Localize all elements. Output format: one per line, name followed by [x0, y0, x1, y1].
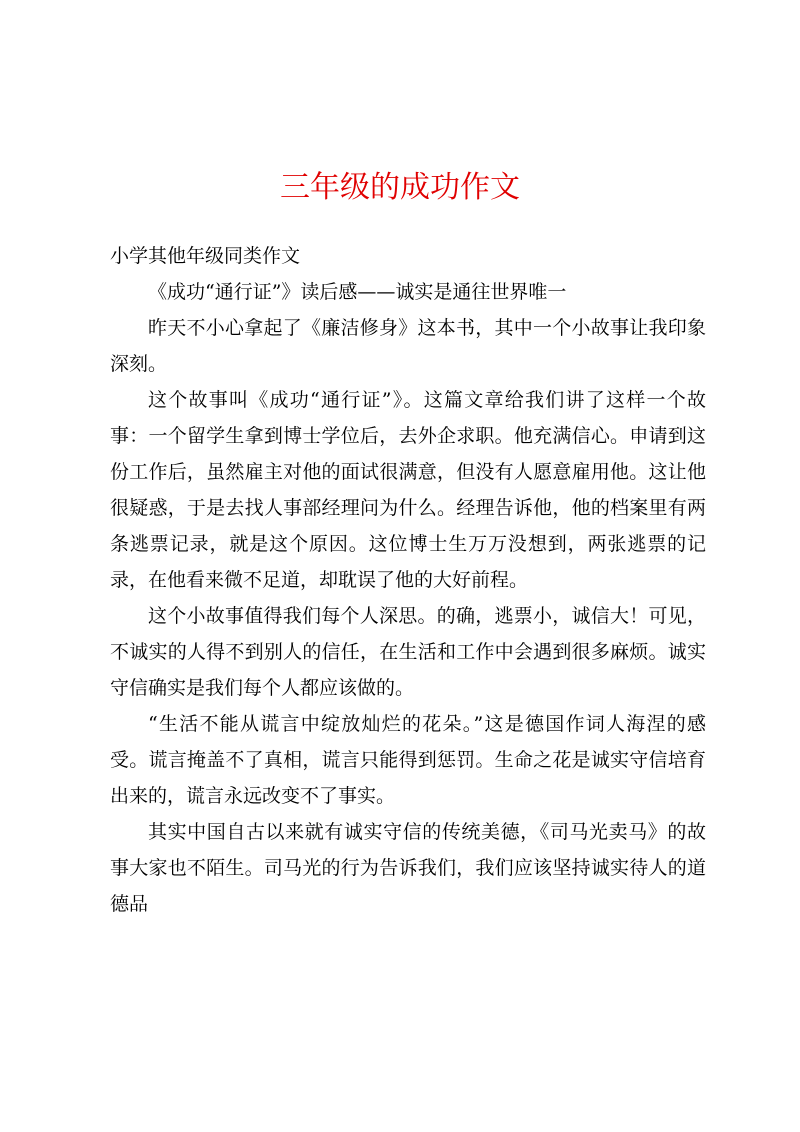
subtitle-line: 《成功“通行证”》读后感——诚实是通往世界唯一: [148, 281, 567, 303]
paragraph-5: 其实中国自古以来就有诚实守信的传统美德，《司马光卖马》的故事大家也不陌生。司马光的行为告诉我们，我们应该坚持诚实待人的道德品: [110, 821, 706, 915]
paragraph-2: 这个故事叫《成功“通行证”》。这篇文章给我们讲了这样一个故事：一个留学生拿到博士学位后，去外企求职。他充满信心。申请到这份工作后，虽然雇主对他的面试很满意，但没有人愿意雇用他。这让他很疑惑，于是去找人事部经理问为什么。经理告诉他，他的档案里有两条逃票记录，就是这个原因。这位博士生万万没想到，两张逃票的记录，在他看来微不足道，却耽误了他的大好前程。: [110, 389, 706, 591]
document-body: [110, 238, 706, 922]
page-title: 三年级的成功作文: [280, 170, 520, 205]
paragraph-3: 这个小故事值得我们每个人深思。的确，逃票小，诚信大！可见，不诚实的人得不到别人的信任，在生活和工作中会遇到很多麻烦。诚实守信确实是我们每个人都应该做的。: [110, 605, 706, 699]
paragraph-4: “生活不能从谎言中绽放灿烂的花朵。”这是德国作词人海涅的感受。谎言掩盖不了真相，谎言只能得到惩罚。生命之花是诚实守信培育出来的，谎言永远改变不了事实。: [110, 713, 706, 807]
paragraph-1: 昨天不小心拿起了《廉洁修身》这本书，其中一个小故事让我印象深刻。: [110, 317, 706, 375]
category-line: 小学其他年级同类作文: [110, 245, 301, 267]
